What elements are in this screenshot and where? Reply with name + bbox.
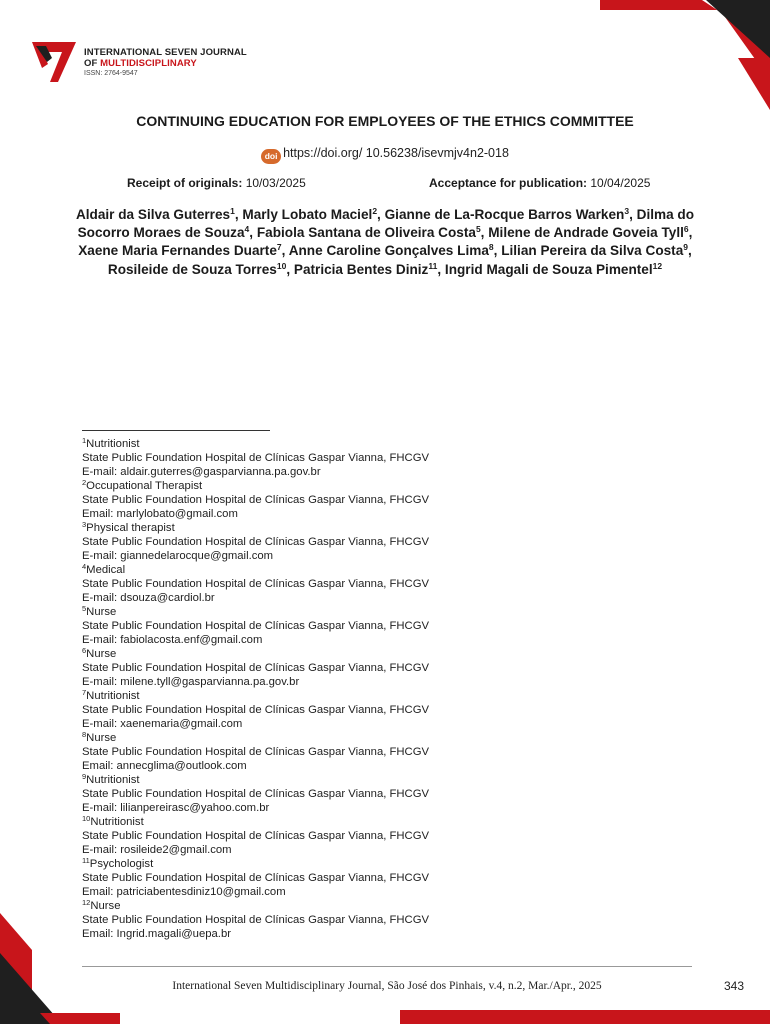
footnote-email: E-mail: lilianpereirasc@yahoo.com.br [82, 802, 270, 814]
doi-link[interactable]: https://doi.org/ 10.56238/isevmjv4n2-018 [283, 146, 509, 160]
footnote-role-text: Psychologist [89, 858, 154, 870]
author-superscript: 4 [244, 224, 250, 235]
author-name: Lilian Pereira da Silva Costa [501, 243, 684, 259]
footnote-email: Email: patriciabentesdiniz10@gmail.com [82, 886, 286, 898]
footnote-institution: State Public Foundation Hospital de Clínicas Gaspar Vianna, FHCGV [82, 452, 430, 464]
footnote-institution: State Public Foundation Hospital de Clínicas Gaspar Vianna, FHCGV [82, 536, 430, 548]
footnote-role [82, 563, 429, 577]
author-superscript: 10 [276, 260, 287, 271]
seven-logo-icon [32, 40, 76, 84]
footnote-role-text: Nutritionist [86, 774, 140, 786]
footnote-number: 5 [82, 604, 87, 613]
footnote-role [82, 899, 429, 913]
footnote-institution: State Public Foundation Hospital de Clínicas Gaspar Vianna, FHCGV [82, 494, 430, 506]
footnote-role [82, 521, 429, 535]
author-list: Aldair da Silva Guterres$^1$, Marly Lobato Maciel$^2$, Gianne de La-Rocque Barros Warken$^3$, Dilma do Socorro Moraes de Souza$^4$, Fabiola Santana de Oliveira Costa$^5$, Milene de Andrade Goveia Tyll$^6$, Xaene Maria Fernandes Duarte$^7$, Anne Caroline Gonçalves Lima$^8$, Lilian Pereira da Silva Costa$^9$, Rosileide de Souza Torres$^{10}$, Patricia Bentes Diniz$^{11}$, Ingrid Magali de Souza Pimentel$^{12}$ [75, 206, 695, 277]
footnote-email: E-mail: dsouza@cardiol.br [82, 592, 215, 604]
footnote-email: E-mail: milene.tyll@gasparvianna.pa.gov.br [82, 676, 300, 688]
footnote-email: E-mail: fabiolacosta.enf@gmail.com [82, 634, 263, 646]
journal-logo [32, 40, 272, 84]
footnote-email: E-mail: aldair.guterres@gasparvianna.pa.gov.br [82, 466, 321, 478]
footnote-role [82, 689, 429, 703]
footnote-institution: State Public Foundation Hospital de Clínicas Gaspar Vianna, FHCGV [82, 830, 430, 842]
footnote-number: 9 [82, 772, 87, 781]
footnote-institution: State Public Foundation Hospital de Clínicas Gaspar Vianna, FHCGV [82, 746, 430, 758]
author-name: Aldair da Silva Guterres [75, 207, 231, 222]
author-name: Ingrid Magali de Souza Pimentel [444, 261, 653, 277]
doi-icon: doi [261, 149, 281, 164]
footnote-role-text: Nurse [90, 900, 121, 912]
author-superscript: 7 [276, 242, 282, 253]
footnote-number: 8 [82, 730, 87, 739]
author-superscript: 9 [683, 242, 689, 253]
footnote-role-text: Nutritionist [86, 438, 140, 450]
author-name: Milene de Andrade Goveia Tyll [488, 225, 684, 241]
footnote-email: E-mail: giannedelarocque@gmail.com [82, 550, 274, 562]
top-right-corner-decoration [600, 0, 770, 115]
footnote-email: E-mail: rosileide2@gmail.com [82, 844, 232, 856]
page-number: 343 [724, 979, 745, 993]
article-title: CONTINUING EDUCATION FOR EMPLOYEES OF THE ETHICS COMMITTEE [136, 113, 634, 129]
footnote-role [82, 647, 429, 661]
footnote-role-text: Nutritionist [90, 816, 144, 828]
journal-name-line2: OF MULTIDISCIPLINARY [84, 58, 197, 69]
author-name: Anne Caroline Gonçalves Lima [288, 243, 489, 259]
footnote-number: 11 [82, 856, 90, 865]
footnote-institution: State Public Foundation Hospital de Clínicas Gaspar Vianna, FHCGV [82, 704, 430, 716]
author-name: Gianne de La-Rocque Barros Warken [384, 207, 625, 222]
author-superscript: 3 [624, 206, 630, 216]
footnote-role-text: Nurse [86, 732, 117, 744]
receipt-date: Receipt of originals: 10/03/2025 [127, 176, 306, 190]
author-superscript: 5 [475, 224, 481, 235]
author-superscript: 12 [652, 260, 663, 271]
footnote-number: 2 [82, 478, 87, 487]
footer-divider [82, 966, 692, 967]
footnote-role [82, 479, 429, 493]
footnote-role-text: Nurse [86, 648, 117, 660]
footnote-number: 7 [82, 688, 87, 697]
footnote-role [82, 731, 429, 745]
footnote-institution: State Public Foundation Hospital de Clínicas Gaspar Vianna, FHCGV [82, 788, 430, 800]
footnote-email: Email: Ingrid.magali@uepa.br [82, 928, 231, 940]
footnote-number: 3 [82, 520, 87, 529]
author-name: Dilma do Socorro Moraes de Souza [77, 207, 695, 241]
author-superscript: 2 [372, 206, 378, 216]
doi-line [0, 146, 770, 164]
footnote-institution: State Public Foundation Hospital de Clínicas Gaspar Vianna, FHCGV [82, 620, 430, 632]
author-superscript: 1 [230, 206, 235, 216]
footnote-institution: State Public Foundation Hospital de Clínicas Gaspar Vianna, FHCGV [82, 662, 430, 674]
footnote-number: 12 [82, 898, 91, 907]
footer-citation: International Seven Multidisciplinary Journal, São José dos Pinhais, v.4, n.2, Mar./Apr., 2025 [172, 980, 602, 992]
author-superscript: 11 [428, 260, 438, 271]
author-footnotes [82, 437, 429, 941]
footnote-role-text: Medical [86, 564, 126, 576]
footnote-email: Email: annecglima@outlook.com [82, 760, 247, 772]
acceptance-date: Acceptance for publication: 10/04/2025 [429, 176, 651, 190]
footnote-institution: State Public Foundation Hospital de Clínicas Gaspar Vianna, FHCGV [82, 872, 430, 884]
issn: ISSN: 2764-9547 [84, 70, 138, 77]
footnote-institution: State Public Foundation Hospital de Clínicas Gaspar Vianna, FHCGV [82, 914, 430, 926]
author-superscript: 8 [488, 242, 494, 253]
author-name: Fabiola Santana de Oliveira Costa [256, 225, 476, 241]
footnote-email: E-mail: xaenemaria@gmail.com [82, 718, 243, 730]
footnote-role [82, 857, 429, 871]
footnote-role-text: Occupational Therapist [86, 480, 203, 492]
author-name: Xaene Maria Fernandes Duarte [78, 243, 277, 259]
footnote-role-text: Nurse [86, 606, 117, 618]
footnote-number: 4 [82, 562, 87, 571]
footnote-divider [82, 430, 270, 431]
author-name: Marly Lobato Maciel [242, 207, 373, 222]
footnote-email: Email: marlylobato@gmail.com [82, 508, 238, 520]
bottom-right-band-decoration [400, 1010, 770, 1024]
footnote-number: 10 [82, 814, 91, 823]
footnote-role [82, 773, 429, 787]
author-name: Patricia Bentes Diniz [293, 261, 429, 277]
journal-name-line1: INTERNATIONAL SEVEN JOURNAL [84, 47, 247, 58]
footnote-number: 1 [82, 436, 87, 445]
author-name: Rosileide de Souza Torres [107, 261, 277, 277]
footnote-number: 6 [82, 646, 87, 655]
author-superscript: 6 [683, 224, 689, 235]
footnote-role [82, 815, 429, 829]
footnote-role [82, 437, 429, 451]
footnote-role-text: Physical therapist [86, 522, 175, 534]
footnote-role-text: Nutritionist [86, 690, 140, 702]
footnote-role [82, 605, 429, 619]
footnote-institution: State Public Foundation Hospital de Clínicas Gaspar Vianna, FHCGV [82, 578, 430, 590]
